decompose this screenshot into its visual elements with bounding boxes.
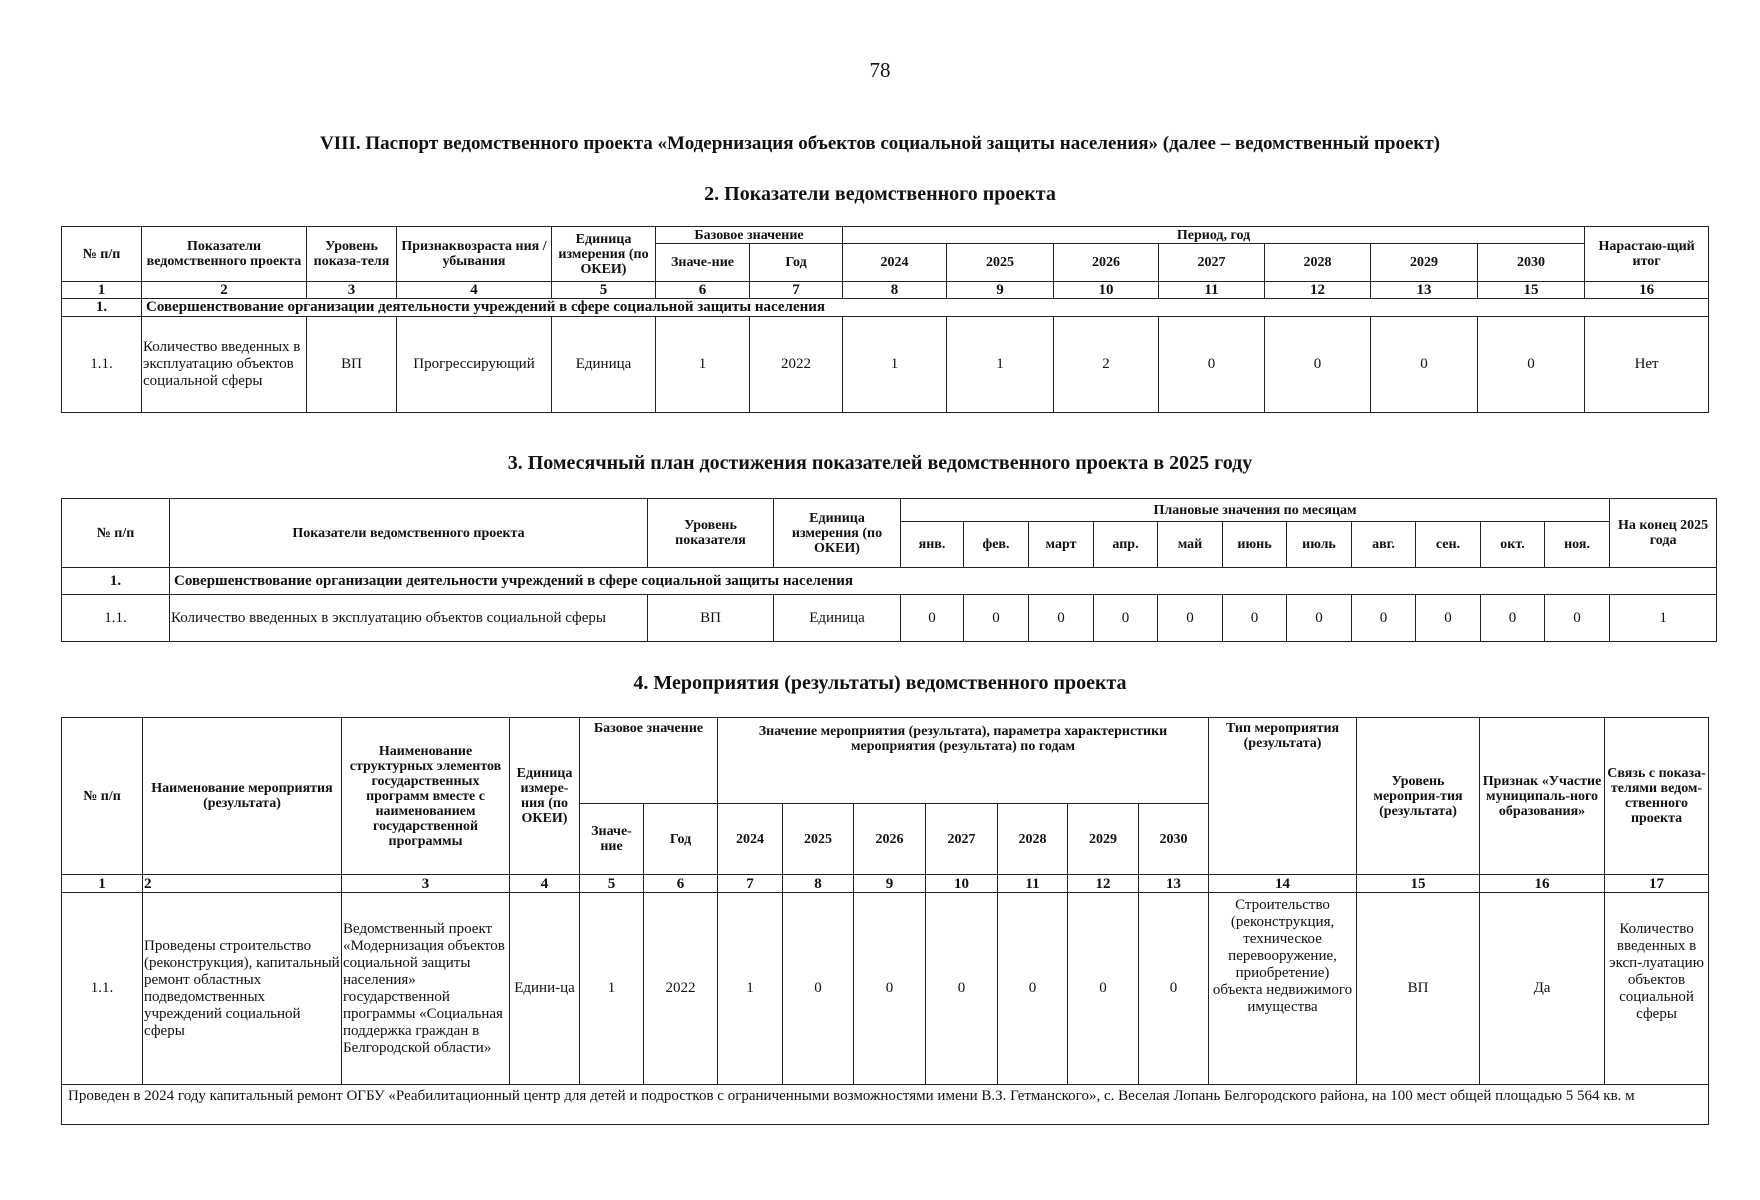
col-number: 8 bbox=[843, 282, 947, 299]
th-municipal: Признак «Участие муниципаль-ного образования» bbox=[1480, 718, 1605, 875]
col-number: 12 bbox=[1265, 282, 1371, 299]
month-value: 0 bbox=[964, 595, 1029, 642]
year-value: 1 bbox=[947, 317, 1054, 413]
section-number: 1. bbox=[62, 299, 142, 317]
col-number: 3 bbox=[307, 282, 397, 299]
th-month: апр. bbox=[1094, 522, 1158, 568]
month-value: 0 bbox=[1481, 595, 1545, 642]
th-level: Уровень мероприя-тия (результата) bbox=[1357, 718, 1480, 875]
th-year: 2026 bbox=[854, 804, 926, 875]
th-num: № п/п bbox=[62, 227, 142, 282]
th-total: Нарастаю-щий итог bbox=[1585, 227, 1709, 282]
th-base-year: Год bbox=[750, 244, 843, 282]
col-number: 10 bbox=[1054, 282, 1159, 299]
structural-element: Ведомственный проект «Модернизация объектов социальной защиты населения» государственной программы «Социальная поддержка граждан в Белгородской области» bbox=[342, 893, 510, 1085]
section-name: Совершенствование организации деятельности учреждений в сфере социальной защиты населения bbox=[170, 568, 1717, 595]
year-value: 1 bbox=[718, 893, 783, 1085]
th-month: окт. bbox=[1481, 522, 1545, 568]
th-month: март bbox=[1029, 522, 1094, 568]
row-number: 1.1. bbox=[62, 317, 142, 413]
month-value: 0 bbox=[1223, 595, 1287, 642]
th-unit: Единица измерения (по ОКЕИ) bbox=[552, 227, 656, 282]
base-year: 2022 bbox=[750, 317, 843, 413]
col-number: 8 bbox=[783, 875, 854, 893]
th-indicator: Показатели ведомственного проекта bbox=[142, 227, 307, 282]
activities-table bbox=[61, 717, 1709, 1125]
table-row bbox=[62, 893, 1709, 1085]
th-year: 2027 bbox=[926, 804, 998, 875]
col-number: 3 bbox=[342, 875, 510, 893]
th-month: фев. bbox=[964, 522, 1029, 568]
col-number: 6 bbox=[644, 875, 718, 893]
th-base: Базовое значение bbox=[580, 718, 718, 804]
th-year: 2028 bbox=[1265, 244, 1371, 282]
year-value: 0 bbox=[854, 893, 926, 1085]
activity-level: ВП bbox=[1357, 893, 1480, 1085]
col-number: 5 bbox=[552, 282, 656, 299]
activity-unit: Едини-ца bbox=[510, 893, 580, 1085]
year-value: 0 bbox=[1068, 893, 1139, 1085]
th-plan: Плановые значения по месяцам bbox=[901, 499, 1610, 522]
year-value: 0 bbox=[1159, 317, 1265, 413]
th-year: 2030 bbox=[1139, 804, 1209, 875]
month-value: 0 bbox=[1545, 595, 1610, 642]
col-number: 7 bbox=[718, 875, 783, 893]
col-number: 2 bbox=[143, 875, 342, 893]
section-title-indicators: 2. Показатели ведомственного проекта bbox=[704, 183, 1056, 205]
th-month: авг. bbox=[1352, 522, 1416, 568]
col-number: 15 bbox=[1357, 875, 1480, 893]
col-number: 7 bbox=[750, 282, 843, 299]
th-month: сен. bbox=[1416, 522, 1481, 568]
col-number: 12 bbox=[1068, 875, 1139, 893]
th-month: май bbox=[1158, 522, 1223, 568]
th-month: июнь bbox=[1223, 522, 1287, 568]
section-title-activities: 4. Мероприятия (результаты) ведомственного проекта bbox=[633, 672, 1127, 694]
th-base-value: Значе-ние bbox=[656, 244, 750, 282]
section-number: 1. bbox=[62, 568, 170, 595]
year-value: 0 bbox=[1371, 317, 1478, 413]
month-value: 0 bbox=[1287, 595, 1352, 642]
col-number: 2 bbox=[142, 282, 307, 299]
col-number: 1 bbox=[62, 282, 142, 299]
year-value: 0 bbox=[1478, 317, 1585, 413]
th-year: 2029 bbox=[1068, 804, 1139, 875]
col-number: 4 bbox=[510, 875, 580, 893]
th-level: Уровень показа-теля bbox=[307, 227, 397, 282]
col-number: 9 bbox=[854, 875, 926, 893]
col-number: 14 bbox=[1209, 875, 1357, 893]
indicator-level: ВП bbox=[648, 595, 774, 642]
base-year: 2022 bbox=[644, 893, 718, 1085]
th-type: Тип мероприятия (результата) bbox=[1209, 718, 1357, 875]
year-value: 0 bbox=[783, 893, 854, 1085]
document-title: VIII. Паспорт ведомственного проекта «Модернизация объектов социальной защиты населения» (далее – ведомственный проект) bbox=[319, 133, 1441, 154]
month-value: 0 bbox=[1352, 595, 1416, 642]
section-name: Совершенствование организации деятельности учреждений в сфере социальной защиты населения bbox=[142, 299, 1709, 317]
year-end-value: 1 bbox=[1610, 595, 1717, 642]
col-number: 6 bbox=[656, 282, 750, 299]
col-number: 9 bbox=[947, 282, 1054, 299]
th-num: № п/п bbox=[62, 718, 143, 875]
col-number: 5 bbox=[580, 875, 644, 893]
indicator-link: Количество введенных в эксп-луатацию объектов социальной сферы bbox=[1605, 893, 1709, 1085]
th-struct: Наименование структурных элементов государственных программ вместе с наименованием государственной программы bbox=[342, 718, 510, 875]
indicator-sign: Прогрессирующий bbox=[397, 317, 552, 413]
year-value: 2 bbox=[1054, 317, 1159, 413]
year-value: 0 bbox=[1139, 893, 1209, 1085]
row-number: 1.1. bbox=[62, 595, 170, 642]
page-number: 78 bbox=[869, 58, 891, 82]
base-value: 1 bbox=[580, 893, 644, 1085]
th-base-value: Значе-ние bbox=[580, 804, 644, 875]
th-year: 2027 bbox=[1159, 244, 1265, 282]
month-value: 0 bbox=[1094, 595, 1158, 642]
activity-type: Строительство (реконструкция, техническое перевооружение, приобретение) объекта недвижимого имущества bbox=[1209, 893, 1357, 1085]
th-values-by-year: Значение мероприятия (результата), параметра характеристики мероприятия (результата) по годам bbox=[718, 718, 1209, 804]
th-year: 2029 bbox=[1371, 244, 1478, 282]
indicator-level: ВП bbox=[307, 317, 397, 413]
col-number: 10 bbox=[926, 875, 998, 893]
year-value: 0 bbox=[998, 893, 1068, 1085]
th-base: Базовое значение bbox=[656, 227, 843, 244]
th-period: Период, год bbox=[843, 227, 1585, 244]
year-value: 0 bbox=[1265, 317, 1371, 413]
col-number: 17 bbox=[1605, 875, 1709, 893]
indicator-name: Количество введенных в эксплуатацию объектов социальной сферы bbox=[170, 595, 648, 642]
table-row bbox=[62, 317, 1709, 413]
th-year: 2026 bbox=[1054, 244, 1159, 282]
th-year: 2024 bbox=[718, 804, 783, 875]
footnote: Проведен в 2024 году капитальный ремонт ОГБУ «Реабилитационный центр для детей и подростков с ограниченными возможностями имени В.З. Гетманского», с. Веселая Лопань Белгородского района, на 100 мест общей площадью 5 564 кв. м bbox=[62, 1085, 1709, 1125]
year-value: 1 bbox=[843, 317, 947, 413]
th-month: янв. bbox=[901, 522, 964, 568]
th-year: 2028 bbox=[998, 804, 1068, 875]
indicator-unit: Единица bbox=[774, 595, 901, 642]
th-unit: Единица измерения (по ОКЕИ) bbox=[774, 499, 901, 568]
month-value: 0 bbox=[1158, 595, 1223, 642]
th-month: ноя. bbox=[1545, 522, 1610, 568]
indicator-name: Количество введенных в эксплуатацию объектов социальной сферы bbox=[142, 317, 307, 413]
col-number: 13 bbox=[1371, 282, 1478, 299]
th-name: Наименование мероприятия (результата) bbox=[143, 718, 342, 875]
th-year: 2025 bbox=[947, 244, 1054, 282]
th-indicator: Показатели ведомственного проекта bbox=[170, 499, 648, 568]
year-value: 0 bbox=[926, 893, 998, 1085]
col-number: 1 bbox=[62, 875, 143, 893]
month-value: 0 bbox=[1416, 595, 1481, 642]
monthly-plan-table bbox=[61, 498, 1717, 642]
th-link: Связь с показа-телями ведом-ственного проекта bbox=[1605, 718, 1709, 875]
municipal-participation: Да bbox=[1480, 893, 1605, 1085]
indicator-unit: Единица bbox=[552, 317, 656, 413]
th-year: 2030 bbox=[1478, 244, 1585, 282]
month-value: 0 bbox=[1029, 595, 1094, 642]
col-number: 11 bbox=[1159, 282, 1265, 299]
col-number: 16 bbox=[1480, 875, 1605, 893]
th-unit: Единица измере-ния (по ОКЕИ) bbox=[510, 718, 580, 875]
col-number: 4 bbox=[397, 282, 552, 299]
col-number: 11 bbox=[998, 875, 1068, 893]
table-row bbox=[62, 595, 1717, 642]
th-level: Уровень показателя bbox=[648, 499, 774, 568]
th-year: 2024 bbox=[843, 244, 947, 282]
th-year: 2025 bbox=[783, 804, 854, 875]
cumulative-total: Нет bbox=[1585, 317, 1709, 413]
th-sign: Признаквозраста ния / убывания bbox=[397, 227, 552, 282]
indicators-table bbox=[61, 226, 1709, 413]
col-number: 15 bbox=[1478, 282, 1585, 299]
col-number: 13 bbox=[1139, 875, 1209, 893]
activity-name: Проведены строительство (реконструкция), капитальный ремонт областных подведомственных учреждений социальной сферы bbox=[143, 893, 342, 1085]
section-title-monthly-plan: 3. Помесячный план достижения показателей ведомственного проекта в 2025 году bbox=[507, 452, 1253, 474]
th-base-year: Год bbox=[644, 804, 718, 875]
base-value: 1 bbox=[656, 317, 750, 413]
col-number: 16 bbox=[1585, 282, 1709, 299]
th-num: № п/п bbox=[62, 499, 170, 568]
row-number: 1.1. bbox=[62, 893, 143, 1085]
th-month: июль bbox=[1287, 522, 1352, 568]
month-value: 0 bbox=[901, 595, 964, 642]
th-year-end: На конец 2025 года bbox=[1610, 499, 1717, 568]
